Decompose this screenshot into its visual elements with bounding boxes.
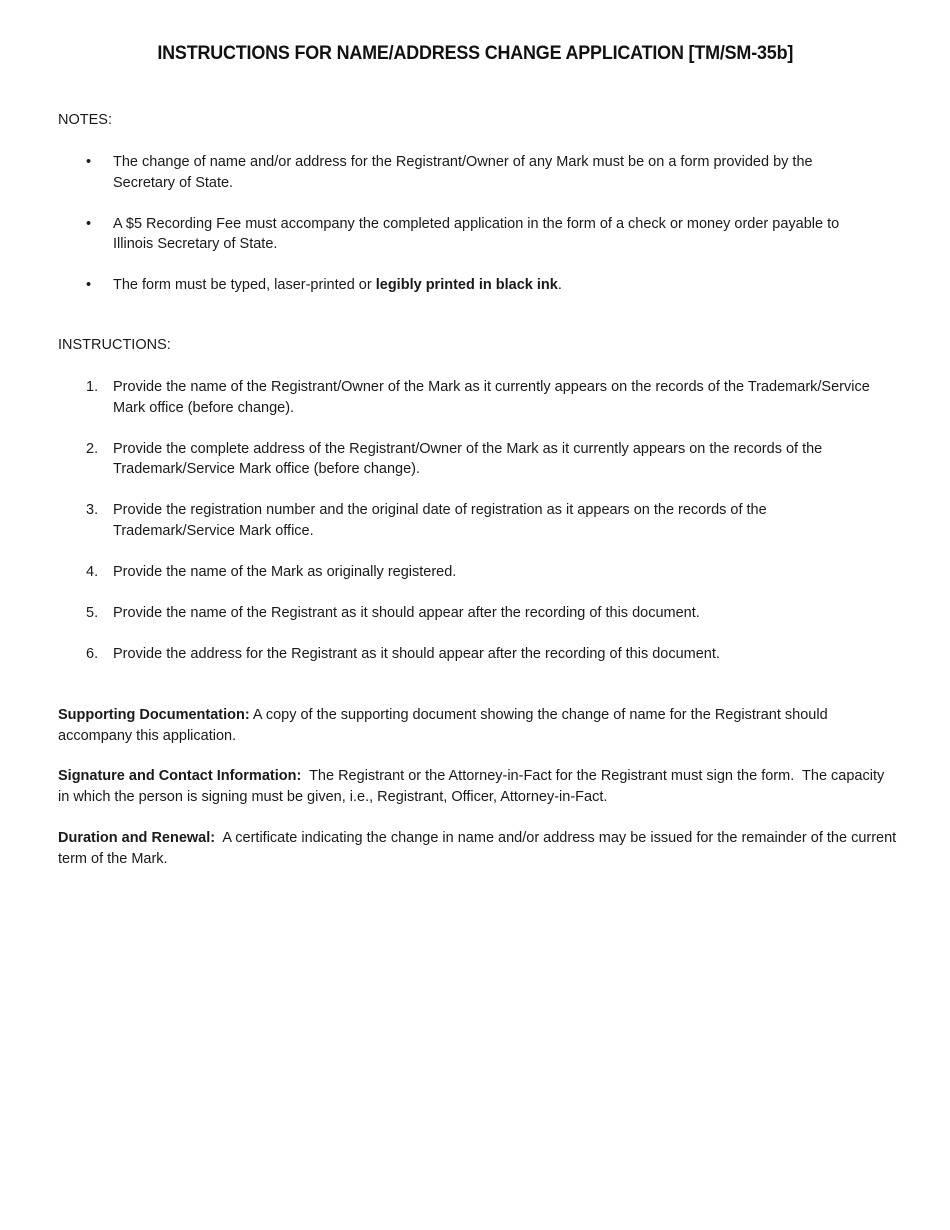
item-number: 2. xyxy=(86,440,99,457)
note-text-before: The form must be typed, laser-printed or xyxy=(113,277,376,293)
supporting-documentation-paragraph xyxy=(58,705,898,746)
signature-contact-paragraph xyxy=(58,766,898,807)
list-item xyxy=(58,152,878,193)
duration-renewal-label: Duration and Renewal: xyxy=(58,830,216,846)
item-number: 4. xyxy=(86,563,99,580)
notes-list xyxy=(58,152,878,316)
instruction-text: Provide the name of the Registrant/Owner of the Mark as it currently appears on the records of the Trademark/Service Mark office (before change). xyxy=(113,379,870,416)
duration-renewal-text: A certificate indicating the change in name and/or address may be issued for the remainder of the current term of the Mark. xyxy=(58,830,901,867)
list-item xyxy=(58,603,878,624)
notes-heading: NOTES: xyxy=(58,112,112,128)
list-item xyxy=(58,439,878,480)
list-item xyxy=(58,562,878,583)
note-text-after: . xyxy=(557,277,562,293)
instruction-text: Provide the name of the Registrant as it should appear after the recording of this document. xyxy=(113,604,700,621)
instruction-text: Provide the registration number and the original date of registration as it appears on the records of the Trademark/Service Mark office. xyxy=(113,502,767,539)
item-number: 5. xyxy=(86,604,99,621)
supporting-documentation-label: Supporting Documentation: xyxy=(58,707,250,723)
item-number: 1. xyxy=(86,379,99,395)
supporting-documentation-text: A copy of the supporting document showing the change of name for the Registrant should accompany this application. xyxy=(58,707,828,744)
duration-renewal-paragraph xyxy=(58,828,901,869)
note-text: A $5 Recording Fee must accompany the completed application in the form of a check or money order payable to Illinois Secretary of State. xyxy=(113,215,840,252)
list-item xyxy=(58,500,878,541)
item-number: 6. xyxy=(86,645,99,662)
item-number: 3. xyxy=(86,502,99,518)
list-item xyxy=(58,214,878,255)
signature-contact-label: Signature and Contact Information: xyxy=(58,768,302,784)
instruction-text: Provide the complete address of the Registrant/Owner of the Mark as it currently appears on the records of the Trademark/Service Mark office (before change). xyxy=(113,440,823,477)
list-item xyxy=(58,377,878,418)
bullet-icon: • xyxy=(86,277,92,293)
note-text-bold: legibly printed in black ink xyxy=(375,277,558,293)
signature-contact-text: The Registrant or the Attorney-in-Fact for the Registrant must sign the form. The capacity in which the person is signing must be given, i.e., Registrant, Officer, Attorney-in-Fact. xyxy=(58,768,889,805)
page-title: INSTRUCTIONS FOR NAME/ADDRESS CHANGE APPLICATION [TM/SM-35b] xyxy=(157,42,794,64)
bullet-icon: • xyxy=(86,154,92,170)
bullet-icon: • xyxy=(86,215,92,232)
instruction-text: Provide the name of the Mark as originally registered. xyxy=(113,563,457,580)
note-text: The change of name and/or address for the Registrant/Owner of any Mark must be on a form provided by the Secretary of State. xyxy=(113,154,813,191)
instruction-text: Provide the address for the Registrant as it should appear after the recording of this document. xyxy=(113,645,720,662)
instructions-heading: INSTRUCTIONS: xyxy=(58,337,171,353)
list-item xyxy=(58,275,878,296)
list-item xyxy=(58,644,878,665)
instructions-list xyxy=(58,377,878,685)
